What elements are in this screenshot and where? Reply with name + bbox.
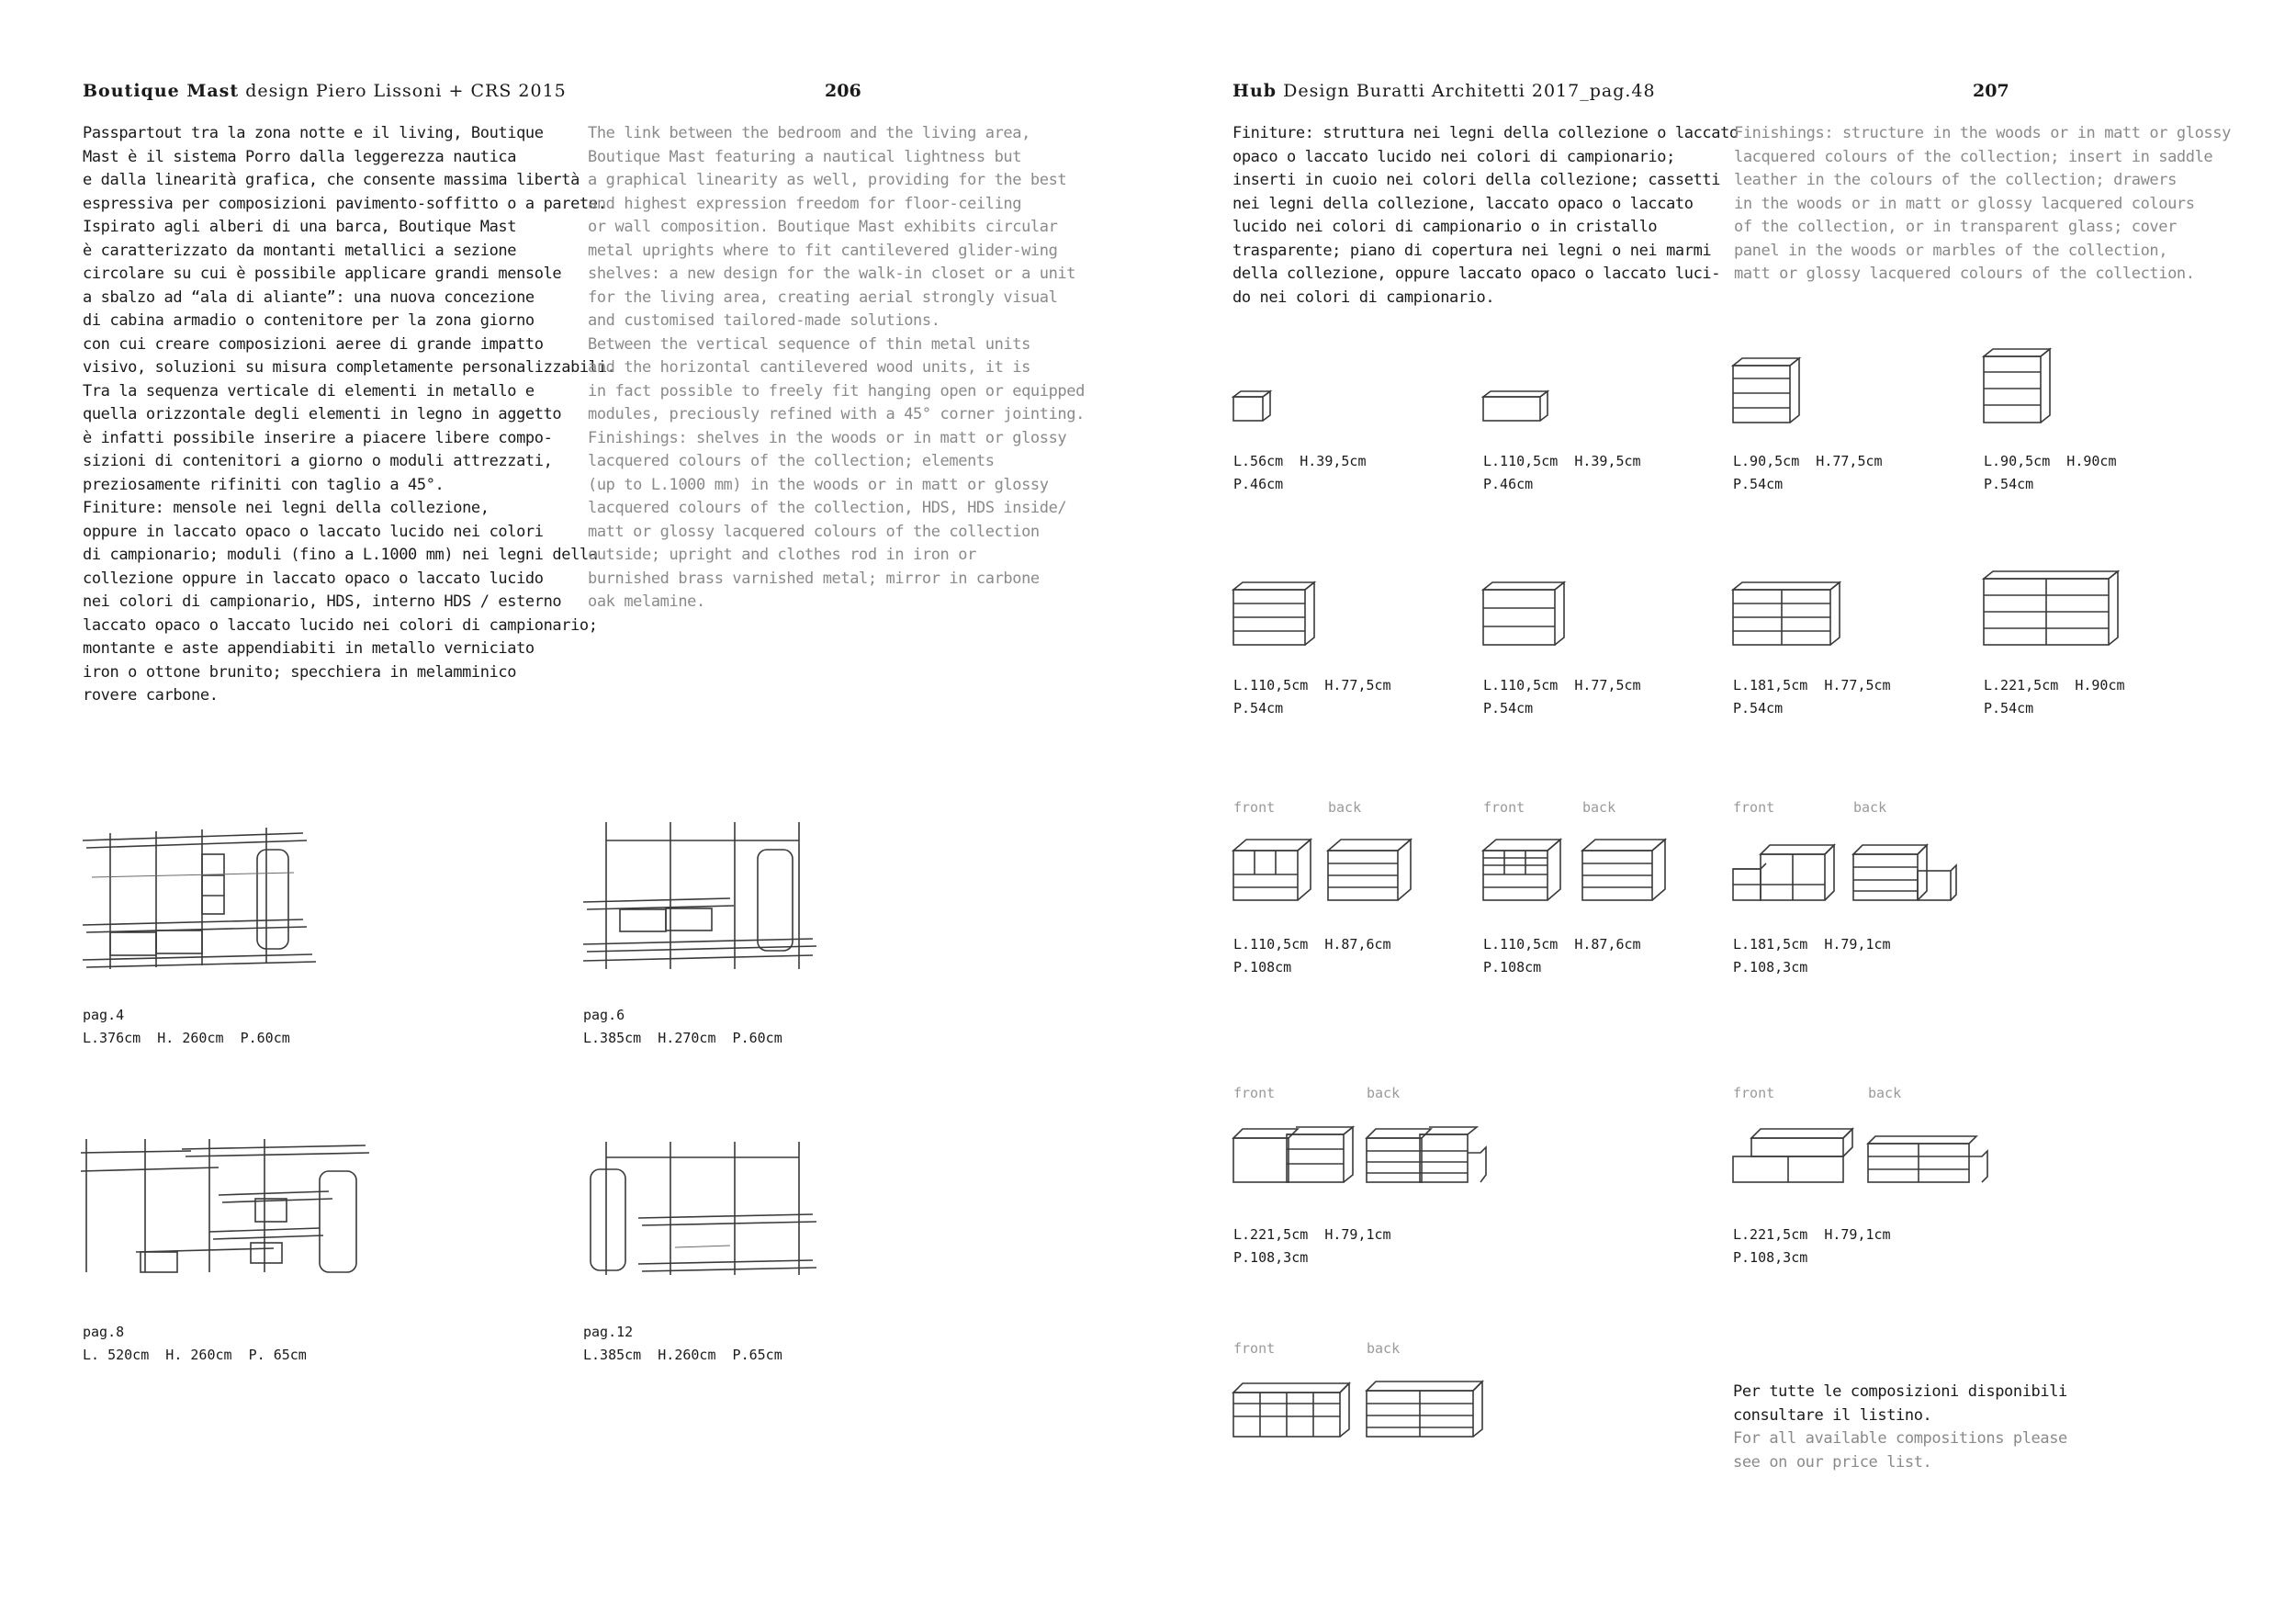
hub-composition-back-drawing [1853, 843, 1964, 908]
module-size-label: L.110,5cm H.87,6cm P.108cm [1233, 936, 1391, 976]
boutique-mast-pag12-drawing [583, 1137, 822, 1284]
module-size-label: L.181,5cm H.79,1cm P.108,3cm [1733, 936, 1891, 976]
module-size-label: L.110,5cm H.77,5cm P.54cm [1233, 677, 1391, 716]
front-label: front [1233, 1085, 1276, 1101]
hub-composition-front-drawing [1733, 1125, 1866, 1190]
hub-composition-back-drawing [1367, 1378, 1504, 1442]
hub-module-drawing [1483, 389, 1557, 426]
price-list-note-english: For all available compositions please see on our price list. [1733, 1429, 2067, 1472]
hub-composition-back-drawing [1868, 1134, 1997, 1190]
module-size-label: L.221,5cm H.79,1cm P.108,3cm [1233, 1226, 1391, 1266]
left-page-number: 206 [825, 81, 861, 101]
hub-composition-back-drawing [1328, 838, 1415, 907]
hub-composition-front-drawing [1733, 843, 1839, 908]
back-label: back [1367, 1340, 1401, 1357]
left-header-brand: Boutique Mast [83, 81, 240, 101]
hub-module-drawing [1233, 581, 1325, 649]
figure-caption-pag4: pag.4 L.376cm H. 260cm P.60cm [83, 1007, 290, 1046]
back-label: back [1367, 1085, 1401, 1101]
module-size-label: L.56cm H.39,5cm P.46cm [1233, 453, 1367, 492]
front-label: front [1483, 799, 1525, 816]
figure-caption-pag12: pag.12 L.385cm H.260cm P.65cm [583, 1324, 782, 1363]
hub-composition-front-drawing [1233, 1125, 1367, 1190]
boutique-mast-pag8-drawing [81, 1134, 375, 1281]
right-header-brand: Hub [1232, 81, 1277, 101]
hub-module-drawing [1733, 356, 1806, 430]
hub-module-drawing [1233, 389, 1279, 426]
module-size-label: L.221,5cm H.79,1cm P.108,3cm [1733, 1226, 1891, 1266]
module-size-label: L.110,5cm H.77,5cm P.54cm [1483, 677, 1641, 716]
boutique-mast-pag4-drawing [83, 822, 321, 969]
left-italian-text: Passpartout tra la zona notte e il living, Boutique Mast è il sistema Porro dalla leggerezza nautica e dalla linearità grafica, che consente massima libertà espressiva per composizioni pavimento-soffitto o a parete. Ispirato agli alberi di una barca, Boutique Mast è caratterizzato da montanti metallici a sezione circolare su cui è possibile applicare grandi mensole a sbalzo ad “ala di aliante”: una nuova concezione di cabina armadio o contenitore per la zona giorno con cui creare composizioni aeree di grande impatto visivo, soluzioni su misura completamente personalizzabili. Tra la sequenza verticale di elementi in metallo e quella orizzontale degli elementi in legno in aggetto è infatti possibile inserire a piacere libere compo- sizioni di contenitori a giorno o moduli attrezzati, preziosamente rifiniti con taglio a 45°. Finiture: mensole nei legni della collezione, oppure in laccato opaco o laccato lucido nei colori di campionario; moduli (fino a L.1000 mm) nei legni della collezione oppure in laccato opaco o laccato lucido nei colori di campionario, HDS, interno HDS / esterno laccato opaco o laccato lucido nei colori di campionario; montante e aste appendiabiti in metallo verniciato iron o ottone brunito; specchiera in melamminico rovere carbone. [83, 124, 616, 705]
hub-composition-back-drawing [1582, 838, 1670, 907]
left-english-text: The link between the bedroom and the living area, Boutique Mast featuring a nautical lightness but a graphical linearity as well, providing for the best and highest expression freedom for floor-ceiling or wall composition. Boutique Mast exhibits circular metal uprights where to fit cantilevered glider-wing shelves: a new design for the walk-in closet or a unit for the living area, creating aerial strongly visual and customised tailored-made solutions. Between the vertical sequence of thin metal units and the horizontal cantilevered wood units, it is in fact possible to freely fit hanging open or equipped modules, preciously refined with a 45° corner jointing. Finishings: shelves in the woods or in matt or glossy lacquered colours of the collection; elements (up to L.1000 mm) in the woods or in matt or glossy lacquered colours of the collection, HDS, HDS inside/ matt or glossy lacquered colours of the collection outside; upright and clothes rod in iron or burnished brass varnished metal; mirror in carbone oak melamine. [588, 124, 1085, 611]
module-size-label: L.90,5cm H.90cm P.54cm [1984, 453, 2117, 492]
right-header-designer: Design Buratti Architetti 2017_pag.48 [1277, 81, 1656, 101]
right-page-header [1232, 81, 1656, 101]
boutique-mast-pag6-drawing [583, 818, 822, 974]
hub-composition-front-drawing [1233, 838, 1316, 907]
hub-module-drawing [1483, 581, 1575, 649]
hub-module-drawing [1984, 570, 2131, 652]
front-label: front [1733, 799, 1775, 816]
figure-caption-pag6: pag.6 L.385cm H.270cm P.60cm [583, 1007, 782, 1046]
module-size-label: L.90,5cm H.77,5cm P.54cm [1733, 453, 1883, 492]
right-page-number: 207 [1973, 81, 2009, 101]
back-label: back [1853, 799, 1887, 816]
figure-caption-pag8: pag.8 L. 520cm H. 260cm P. 65cm [83, 1324, 307, 1363]
hub-module-drawing [1984, 347, 2057, 430]
module-size-label: L.110,5cm H.87,6cm P.108cm [1483, 936, 1641, 976]
module-size-label: L.221,5cm H.90cm P.54cm [1984, 677, 2125, 716]
hub-module-drawing [1733, 581, 1852, 649]
hub-composition-front-drawing [1233, 1380, 1371, 1444]
front-label: front [1233, 799, 1276, 816]
back-label: back [1868, 1085, 1902, 1101]
left-page-header [83, 81, 567, 101]
front-label: front [1233, 1340, 1276, 1357]
back-label: back [1328, 799, 1362, 816]
hub-composition-front-drawing [1483, 838, 1566, 907]
front-label: front [1733, 1085, 1775, 1101]
module-size-label: L.110,5cm H.39,5cm P.46cm [1483, 453, 1641, 492]
hub-composition-back-drawing [1367, 1125, 1495, 1190]
right-english-text: Finishings: structure in the woods or in matt or glossy lacquered colours of the collection; insert in saddle leather in the colours of the collection; drawers in the woods or in matt or glossy lacquered colours of the collection, or in transparent glass; cover panel in the woods or marbles of the collection, matt or glossy lacquered colours of the collection. [1734, 124, 2231, 283]
right-italian-text: Finiture: struttura nei legni della collezione o laccato opaco o laccato lucido nei colori di campionario; inserti in cuoio nei colori della collezione; cassetti nei legni della collezione, laccato opaco o laccato lucido nei colori di campionario o in cristallo trasparente; piano di copertura nei legni o nei marmi della collezione, oppure laccato opaco o laccato luci- do nei colori di campionario. [1232, 124, 1739, 307]
left-header-designer: design Piero Lissoni + CRS 2015 [239, 81, 567, 101]
module-size-label: L.181,5cm H.77,5cm P.54cm [1733, 677, 1891, 716]
back-label: back [1582, 799, 1616, 816]
price-list-note-italian: Per tutte le composizioni disponibili consultare il listino. [1733, 1382, 2067, 1425]
